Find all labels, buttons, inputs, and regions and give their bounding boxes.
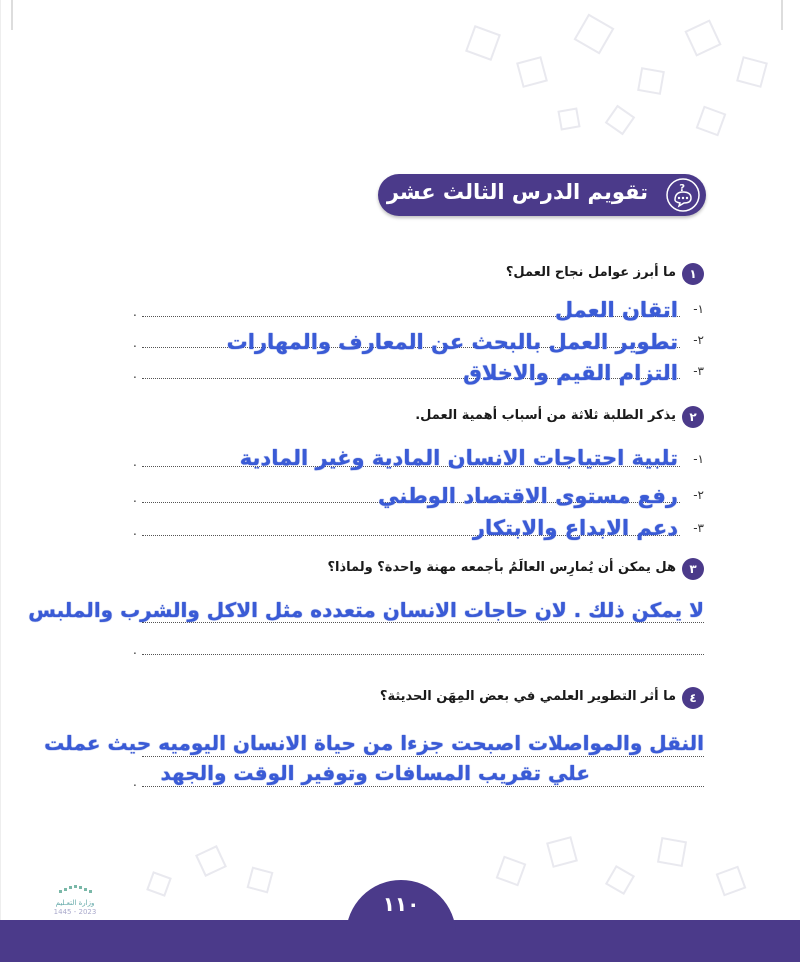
question-4-number: ٤ [682, 687, 704, 709]
lesson-evaluation-banner [378, 174, 706, 216]
discussion-icon [666, 178, 700, 212]
line-end-dot: . [133, 336, 137, 350]
line-end-dot: . [133, 491, 137, 505]
q1-answer-3: التزام القيم والاخلاق [463, 361, 678, 385]
q4-answer-line-1: النقل والمواصلات اصبحت جزءا من حياة الانسان اليوميه حيث عملت [44, 731, 704, 755]
q4-answer-line-2: علي تقريب المسافات وتوفير الوقت والجهد [160, 761, 590, 785]
question-1-text: ما أبرز عوامل نجاح العمل؟ [505, 265, 676, 280]
edition-year: 2023 - 1445 [53, 908, 97, 916]
question-3-text: هل يمكن أن يُمارِس العالَمُ بأجمعه مهنة واحدة؟ ولماذا؟ [327, 560, 676, 575]
line-end-dot: . [133, 305, 137, 319]
q2-answer-3: دعم الابداع والابتكار [472, 516, 678, 540]
ministry-name: وزارة التعـليم [55, 899, 95, 907]
question-2-number: ٢ [682, 406, 704, 428]
question-1-number: ١ [682, 263, 704, 285]
q2-answer-2: رفع مستوى الاقتصاد الوطني [378, 484, 678, 508]
line-end-dot: . [133, 643, 137, 657]
q1-line-2-number: ٢- [693, 333, 704, 347]
svg-text:?: ? [679, 183, 685, 194]
q2-answer-1: تلبية احتياجات الانسان المادية وغير المادية [239, 446, 678, 470]
q2-line-2-number: ٢- [693, 488, 704, 502]
q1-line-3-number: ٣- [693, 364, 704, 378]
line-end-dot: . [133, 524, 137, 538]
line-end-dot: . [133, 775, 137, 789]
q4-line-1-dots [142, 756, 704, 757]
question-4-text: ما أثر التطوير العلمي في بعض المِهَن الحديثة؟ [379, 689, 676, 704]
q2-line-3-number: ٣- [693, 521, 704, 535]
q3-answer: لا يمكن ذلك . لان حاجات الانسان متعدده مثل الاكل والشرب والملبس [28, 598, 704, 622]
q4-line-2-dots [142, 786, 704, 787]
q3-line-2-dots [142, 654, 704, 655]
q2-line-1-number: ١- [693, 452, 704, 466]
question-2-text: يذكر الطلبة ثلاثة من أسباب أهمية العمل. [415, 408, 676, 423]
q3-line-1-dots [142, 622, 704, 623]
question-3-number: ٣ [682, 558, 704, 580]
ministry-logo-icon [55, 882, 95, 896]
page-number: ١١٠ [382, 892, 420, 916]
q1-answer-1: اتقان العمل [554, 298, 678, 322]
line-end-dot: . [133, 367, 137, 381]
q1-answer-2: تطوير العمل بالبحث عن المعارف والمهارات [226, 330, 678, 354]
page-title: تقويم الدرس الثالث عشر [386, 180, 648, 204]
ministry-logo [50, 882, 100, 917]
line-end-dot: . [133, 455, 137, 469]
q1-line-1-number: ١- [693, 302, 704, 316]
